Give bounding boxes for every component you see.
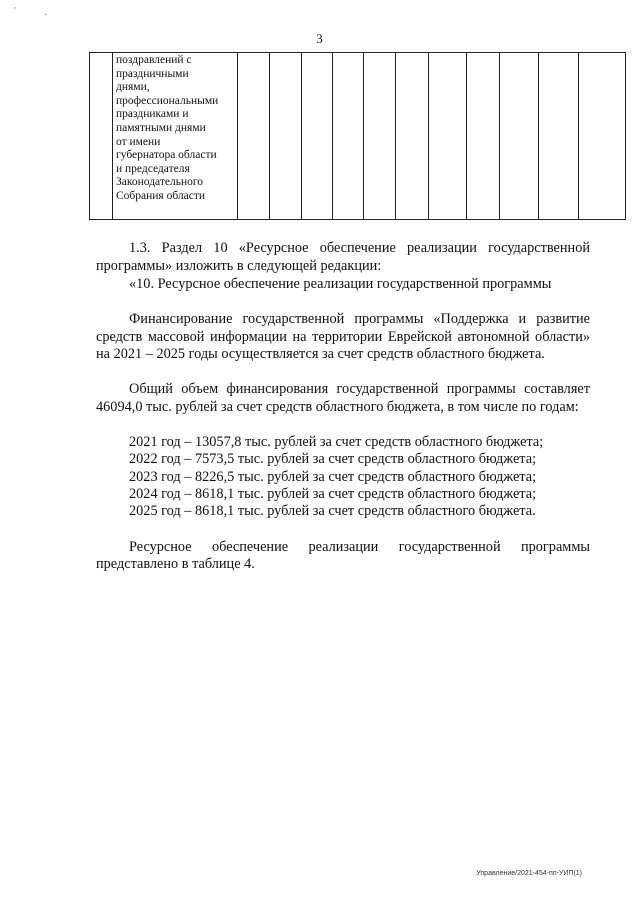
- table-cell-empty: [579, 53, 626, 220]
- year-2025-line: 2025 год – 8618,1 тыс. рублей за счет средств областного бюджета.: [129, 503, 536, 519]
- scan-speck: ': [14, 6, 16, 17]
- year-2023-line: 2023 год – 8226,5 тыс. рублей за счет средств областного бюджета;: [129, 469, 537, 485]
- table-cell-number: [90, 53, 113, 220]
- cell-line: праздничными: [116, 67, 189, 80]
- table-cell-empty: [396, 53, 429, 220]
- document-reference: Управление/2021-454-пп-УИП(1): [476, 870, 582, 877]
- year-2022-line: 2022 год – 7573,5 тыс. рублей за счет средств областного бюджета;: [129, 451, 537, 467]
- table-cell-empty: [364, 53, 396, 220]
- cell-line: губернатора области: [116, 149, 217, 162]
- clause-1-3: 1.3. Раздел 10 «Ресурсное обеспечение реализации государственной программы» изложить в следующей редакции:: [96, 240, 590, 274]
- cell-line: от имени: [116, 135, 161, 148]
- cell-line: Законодательного: [116, 176, 204, 189]
- table-cell-empty: [539, 53, 579, 220]
- table-cell-empty: [270, 53, 302, 220]
- cell-line: днями,: [116, 81, 150, 94]
- cell-line: праздниками и: [116, 108, 189, 121]
- cell-line: Собрания области: [116, 189, 206, 202]
- table-cell-empty: [500, 53, 539, 220]
- resource-paragraph-line-1: Ресурсное обеспечение реализации государственной программы: [129, 539, 590, 555]
- page-number: 3: [316, 31, 323, 46]
- table-cell-empty: [429, 53, 467, 220]
- year-2024-line: 2024 год – 8618,1 тыс. рублей за счет средств областного бюджета;: [129, 486, 537, 502]
- total-financing-paragraph: Общий объем финансирования государственной программы составляет 46094,0 тыс. рублей за счет средств областного бюджета, в том числе по годам:: [96, 381, 590, 415]
- scan-speck: ·: [44, 10, 48, 21]
- section-10-heading: «10. Ресурсное обеспечение реализации государственной программы: [129, 276, 552, 292]
- table-cell-empty: [467, 53, 500, 220]
- program-table-fragment: [89, 52, 626, 220]
- cell-line: памятными днями: [116, 121, 206, 134]
- cell-line: профессиональными: [116, 94, 219, 107]
- table-cell-empty: [238, 53, 270, 220]
- table-cell-empty: [333, 53, 364, 220]
- table-row: [90, 53, 626, 220]
- cell-line: и председателя: [116, 162, 190, 175]
- year-2021-line: 2021 год – 13057,8 тыс. рублей за счет средств областного бюджета;: [129, 434, 544, 450]
- cell-line: поздравлений с: [116, 54, 192, 66]
- resource-paragraph-line-2: представлено в таблице 4.: [96, 556, 255, 572]
- financing-paragraph: Финансирование государственной программы «Поддержка и развитие средств массовой информации на территории Еврейской автономной области» на 2021 – 2025 годы осуществляется за счет средств областного бюджета.: [96, 311, 590, 363]
- table-cell-empty: [302, 53, 333, 220]
- table-cell-description: [113, 53, 238, 220]
